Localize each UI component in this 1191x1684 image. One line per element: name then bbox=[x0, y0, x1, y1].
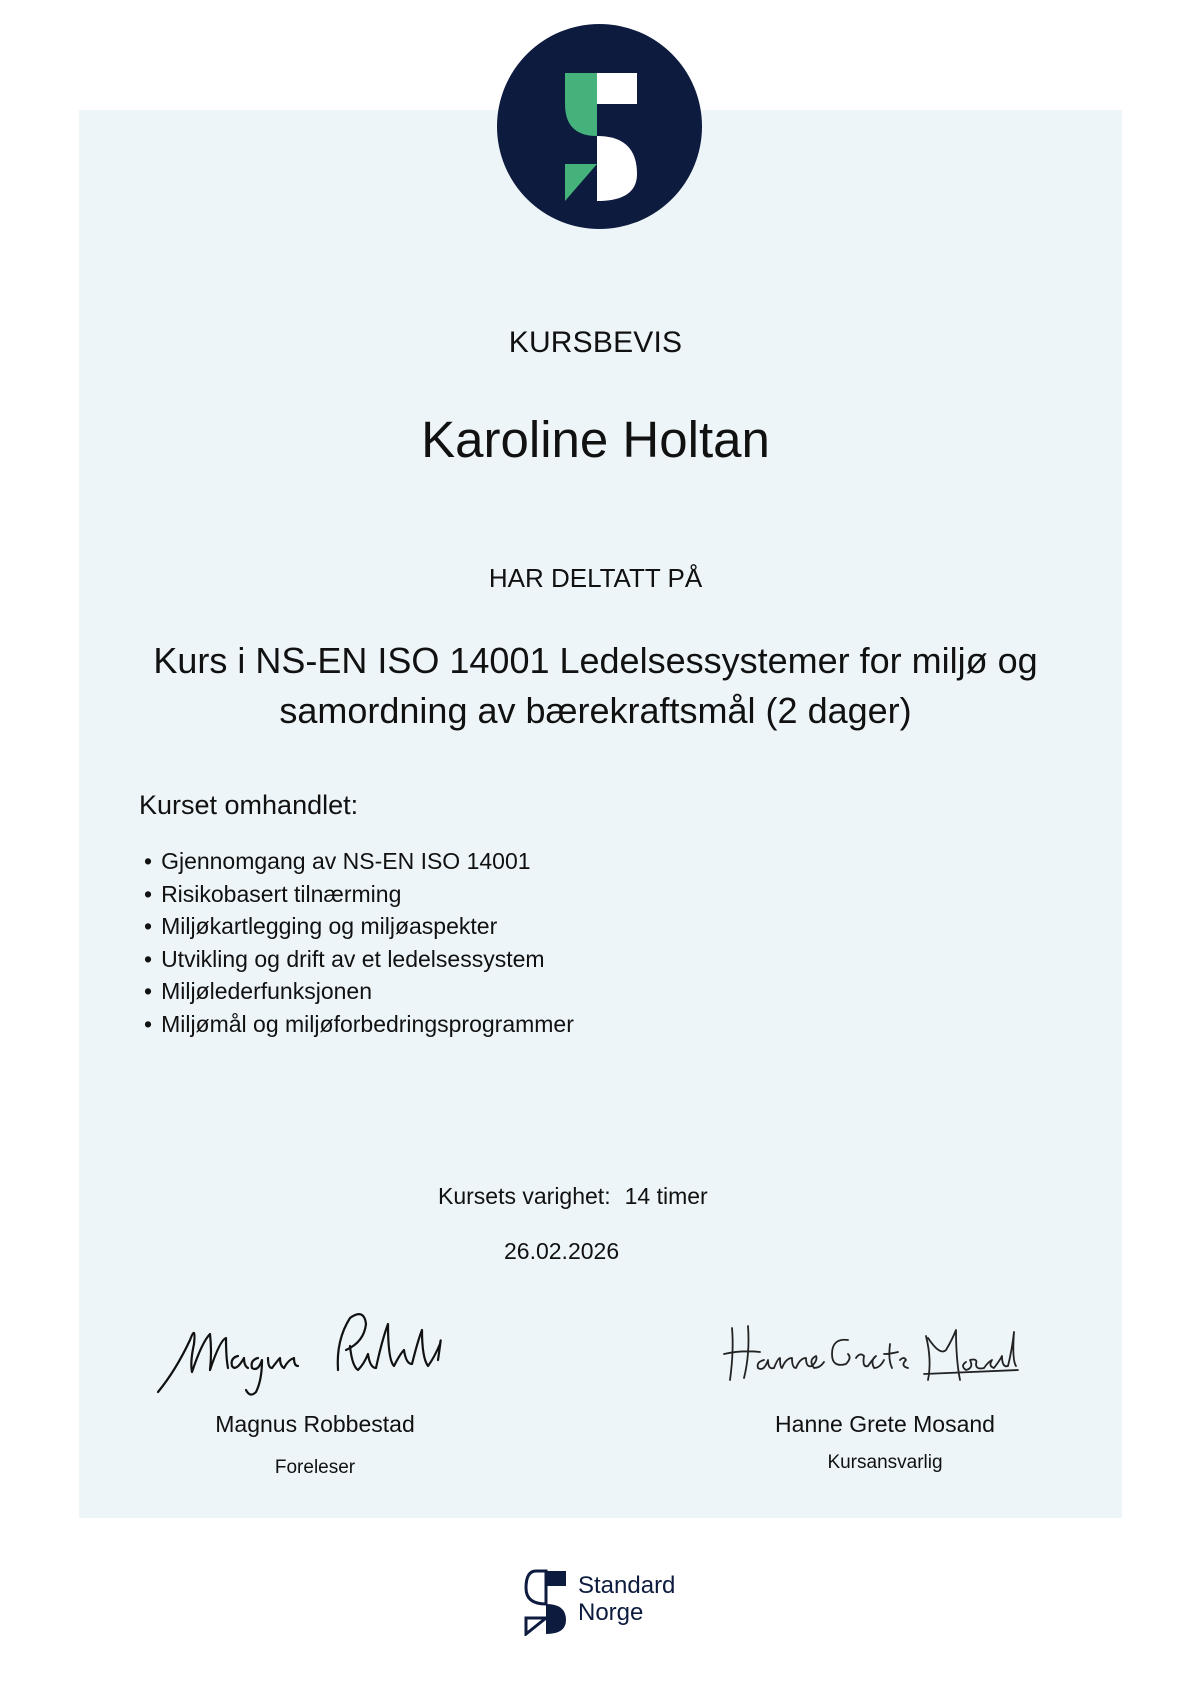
course-title-line: samordning av bærekraftsmål (2 dager) bbox=[279, 690, 912, 731]
brand-name-line2: Norge bbox=[578, 1599, 644, 1626]
course-duration bbox=[438, 1183, 708, 1210]
standard-norge-logo-icon bbox=[497, 24, 702, 229]
topic-item: • Miljømål og miljøforbedringsprogrammer bbox=[144, 1008, 574, 1041]
lecturer-name: Magnus Robbestad bbox=[215, 1411, 415, 1437]
duration-value: 14 timer bbox=[624, 1183, 708, 1209]
topic-list bbox=[144, 845, 574, 1041]
course-manager-signature-image bbox=[720, 1320, 1020, 1390]
certificate-title: KURSBEVIS bbox=[508, 326, 683, 359]
participated-text: HAR DELTATT PÅ bbox=[488, 563, 703, 593]
lecturer-signature-image bbox=[150, 1300, 480, 1405]
covered-heading: Kurset omhandlet: bbox=[139, 790, 359, 820]
standard-norge-s-icon bbox=[522, 1568, 570, 1636]
brand-name-line1: Standard bbox=[578, 1572, 676, 1599]
topic-item: • Gjennomgang av NS-EN ISO 14001 bbox=[144, 845, 574, 878]
duration-label: Kursets varighet: bbox=[438, 1183, 611, 1209]
certificate-date: 26.02.2026 bbox=[504, 1238, 620, 1264]
topic-item: • Utvikling og drift av et ledelsessystem bbox=[144, 943, 574, 976]
lecturer-role: Foreleser bbox=[274, 1457, 356, 1478]
standard-norge-footer-logo bbox=[522, 1568, 682, 1638]
participant-name: Karoline Holtan bbox=[421, 411, 770, 468]
course-manager-name: Hanne Grete Mosand bbox=[775, 1411, 995, 1437]
course-title bbox=[0, 636, 1191, 736]
topic-item: • Risikobasert tilnærming bbox=[144, 878, 574, 911]
course-manager-role: Kursansvarlig bbox=[827, 1452, 943, 1473]
topic-item: • Miljøkartlegging og miljøaspekter bbox=[144, 910, 574, 943]
topic-item: • Miljølederfunksjonen bbox=[144, 975, 574, 1008]
course-title-line: Kurs i NS-EN ISO 14001 Ledelsessystemer for miljø og bbox=[153, 640, 1038, 681]
